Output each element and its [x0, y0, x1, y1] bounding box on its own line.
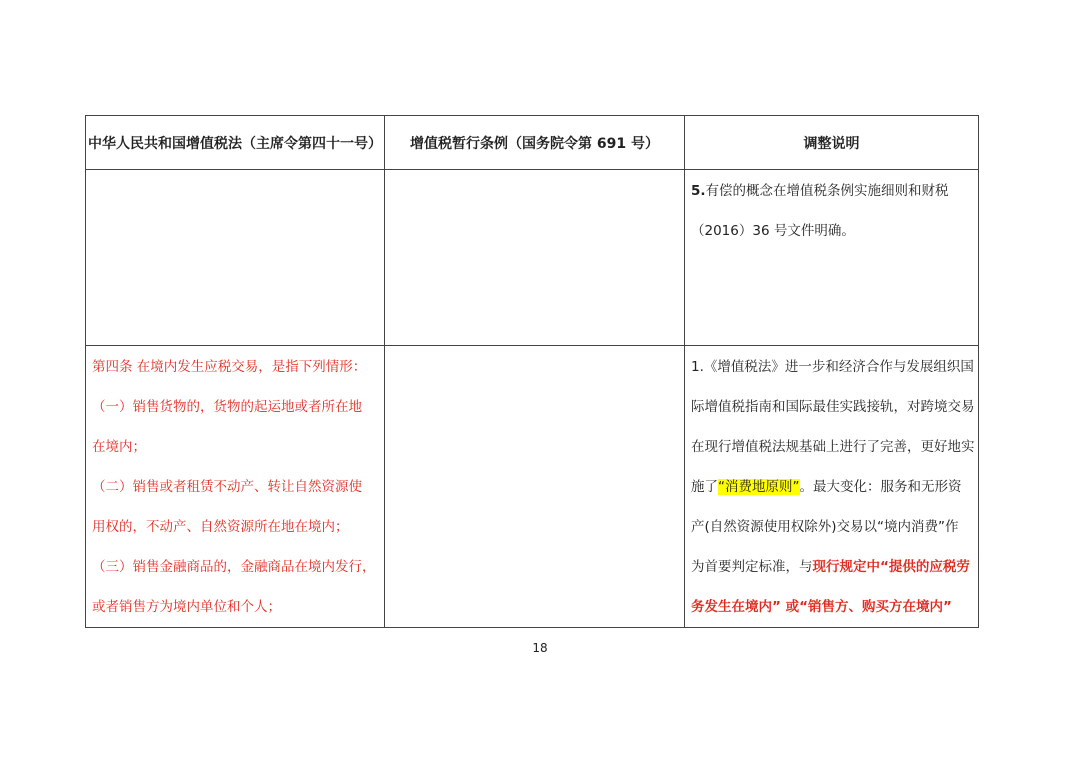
article-line: （二）销售或者租赁不动产、转让自然资源使: [92, 479, 362, 495]
notes-line-text: 施了: [691, 479, 718, 495]
table-cell-notes: [685, 346, 979, 628]
table-row: [86, 346, 979, 628]
table-cell-empty: [86, 170, 385, 346]
article-line: 在境内；: [92, 439, 146, 455]
notes-item-number: 5.: [691, 183, 706, 199]
table-cell-law-article: [86, 346, 385, 628]
article-line: 第四条 在境内发生应税交易，是指下列情形：: [92, 359, 367, 375]
notes-line: [691, 547, 976, 587]
notes-line: 在现行增值税法规基础上进行了完善，更好地实: [691, 439, 975, 455]
notes-line-text: 有偿的概念在增值税条例实施细则和财税: [705, 183, 949, 199]
notes-line: 产(自然资源使用权除外)交易以“境内消费”作: [691, 519, 959, 535]
page-number: 18: [532, 641, 548, 655]
notes-line: 际增值税指南和国际最佳实践接轨，对跨境交易: [691, 399, 975, 415]
header-vat-regulation: 增值税暂行条例（国务院令第 691 号）: [385, 116, 685, 170]
comparison-table: [85, 115, 979, 628]
notes-line-text: 。最大变化：服务和无形资: [799, 479, 962, 495]
table-row: [86, 170, 979, 346]
article-4-text: [86, 347, 384, 627]
table-cell-empty: [385, 170, 685, 346]
article-line: （一）销售货物的，货物的起运地或者所在地: [92, 399, 362, 415]
notes-line: [691, 467, 976, 507]
table-cell-notes: [685, 170, 979, 346]
notes-text: [685, 171, 978, 251]
notes-line-text: 为首要判定标准，与: [691, 559, 813, 575]
article-line: 用权的，不动产、自然资源所在地在境内；: [92, 519, 349, 535]
header-vat-law: 中华人民共和国增值税法（主席令第四十一号）: [86, 116, 385, 170]
article-line: （三）销售金融商品的，金融商品在境内发行，: [92, 559, 376, 575]
notes-line: [691, 171, 976, 211]
table-cell-empty: [385, 346, 685, 628]
header-adjustment-notes: 调整说明: [685, 116, 979, 170]
highlighted-phrase: “消费地原则”: [718, 479, 800, 495]
notes-line: 1.《增值税法》进一步和经济合作与发展组织国: [691, 359, 974, 375]
notes-text: [685, 347, 978, 627]
article-line: 或者销售方为境内单位和个人；: [92, 599, 281, 615]
notes-line: （2016）36 号文件明确。: [691, 223, 855, 239]
emphasized-text: 现行规定中“提供的应税劳: [812, 559, 970, 575]
notes-line: 务发生在境内” 或“销售方、购买方在境内”: [691, 599, 952, 615]
table-header-row: [86, 116, 979, 170]
